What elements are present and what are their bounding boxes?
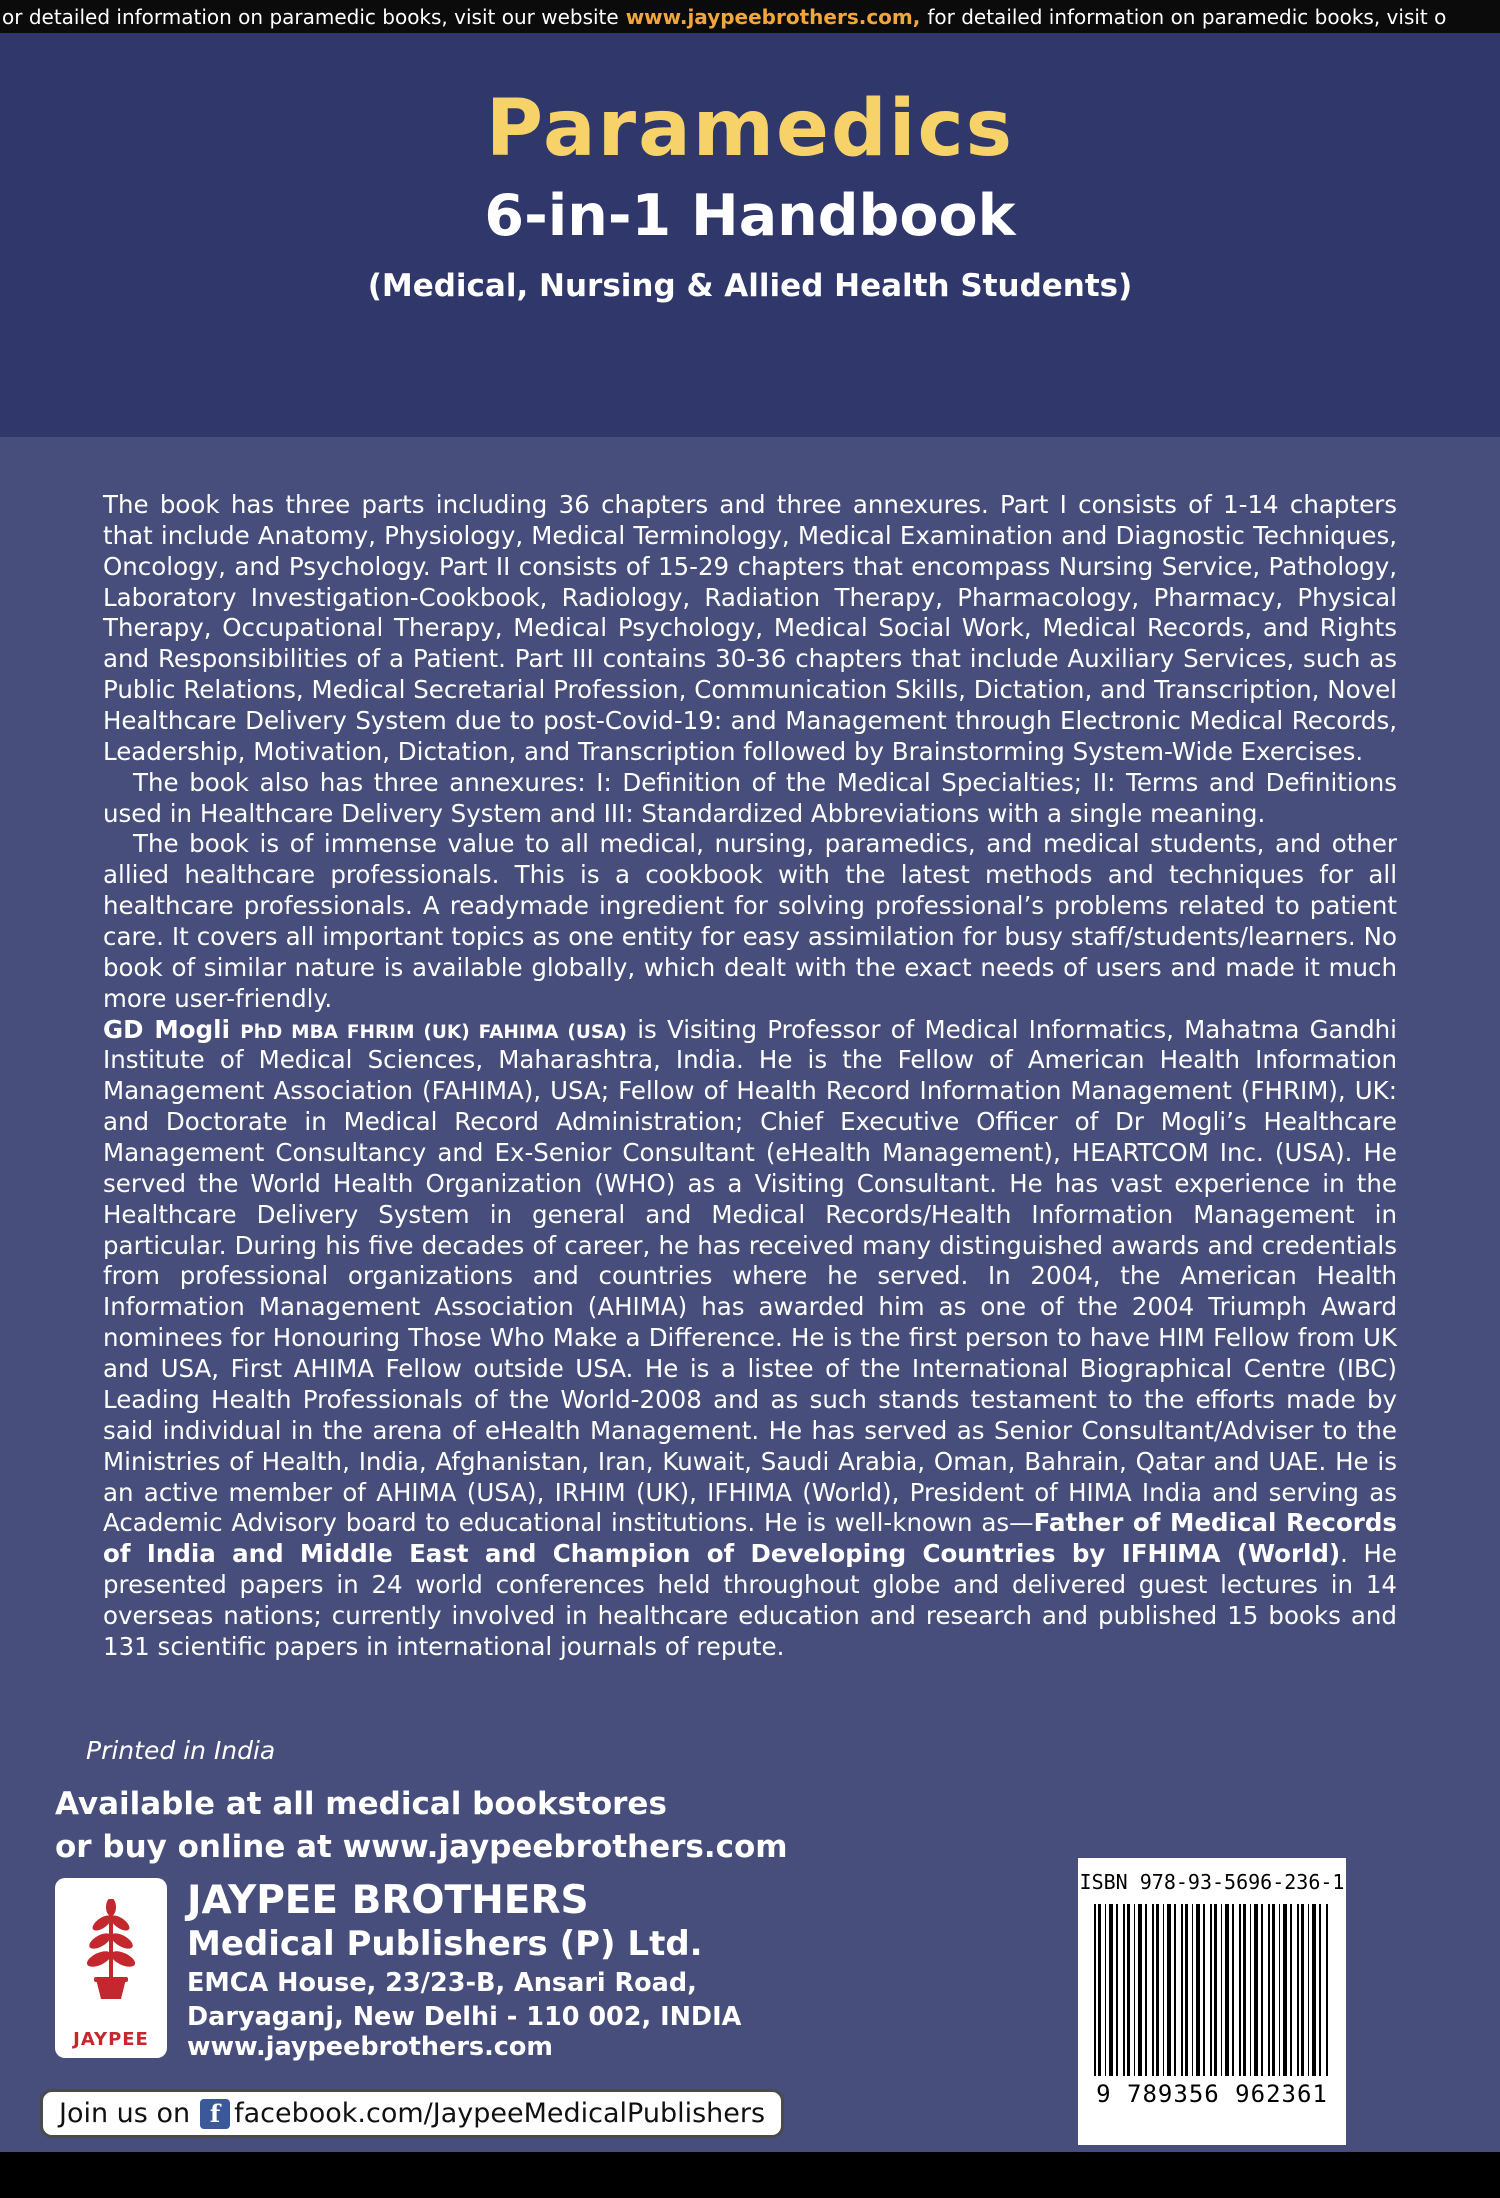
facebook-icon: f [200,2099,230,2129]
availability-line-1: Available at all medical bookstores [55,1786,667,1822]
top-banner-text-prefix: or detailed information on paramedic books, visit our website [2,4,619,29]
publisher-website: www.jaypeebrothers.com [187,2032,553,2063]
author-bio-bold: Father of Medical Records of India and Middle East and Champion of Developing Countries by IFHIMA (World) [103,1508,1397,1569]
top-banner-text-suffix: for detailed information on paramedic books, visit o [927,4,1447,29]
bottom-black-bar [0,2152,1500,2198]
facebook-banner [40,2089,784,2138]
publisher-block [55,1878,741,2062]
availability-note [55,1783,788,1869]
author-bio-text-1: is Visiting Professor of Medical Informatics, Mahatma Gandhi Institute of Medical Sciences, Maharashtra, India. He is the Fellow of American Health Information Management Association (FAHIMA), USA; Fellow of Health Record Information Management (FHRIM), UK: and Doctorate in Medical Record Administration; Chief Executive Officer of Dr Mogli’s Healthcare Management Consultancy and Ex-Senior Consultant (eHealth Management), HEARTCOM Inc. (USA). He served the World Health Organization (WHO) as a Visiting Consultant. He has vast experience in the Healthcare Delivery System in general and Medical Records/Health Information Management in particular. During his five decades of career, he has received many distinguished awards and credentials from professional organizations and countries where he served. In 2004, the American Health Information Management Association (AHIMA) has awarded him as one of the 2004 Triumph Award nominees for Honouring Those Who Make a Difference. He is the first person to have HIM Fellow from UK and USA, First AHIMA Fellow outside USA. He is a listee of the International Biographical Centre (IBC) Leading Health Professionals of the World-2008 and as such stands testament to the efforts made by said individual in the arena of eHealth Management. He has served as Senior Consultant/Adviser to the Ministries of Health, India, Afghanistan, Iran, Kuwait, Saudi Arabia, Oman, Bahrain, Qatar and UAE. He is an active member of AHIMA (USA), IRHIM (UK), IFHIMA (World), President of HIMA India and serving as Academic Advisory board to educational institutions. He is well-known as— [103,1014,1397,1538]
isbn-barcode-box [1078,1858,1346,2145]
facebook-banner-prefix: Join us on [59,2098,191,2129]
publisher-subname: Medical Publishers (P) Ltd. [187,1924,703,1965]
description-paragraph-1: The book has three parts including 36 chapters and three annexures. Part I consists of 1-14 chapters that include Anatomy, Physiology, Medical Terminology, Medical Examination and Diagnostic Techniques, Oncology, and Psychology. Part II consists of 15-29 chapters that encompass Nursing Service, Pathology, Laboratory Investigation-Cookbook, Radiology, Radiation Therapy, Pharmacology, Pharmacy, Physical Therapy, Occupational Therapy, Medical Psychology, Medical Social Work, Medical Records, and Rights and Responsibilities of a Patient. Part III contains 30-36 chapters that include Auxiliary Services, such as Public Relations, Medical Secretarial Profession, Communication Skills, Dictation, and Transcription, Novel Healthcare Delivery System due to post-Covid-19: and Management through Electronic Medical Records, Leadership, Motivation, Dictation, and Transcription followed by Brainstorming System-Wide Exercises. [103,490,1397,766]
back-cover-copy [0,437,1500,1663]
author-bio [103,1015,1397,1663]
publisher-text [187,1878,741,2062]
publisher-address-2: Daryaganj, New Delhi - 110 002, INDIA [187,2002,742,2033]
jaypee-plant-icon [82,1878,140,2029]
publisher-address-1: EMCA House, 23/23-B, Ansari Road, [187,1968,697,1999]
author-name: GD Mogli [103,1014,230,1044]
availability-line-2: or buy online at www.jaypeebrothers.com [55,1828,788,1865]
barcode-bars [1094,1904,1330,2076]
author-bio-text-2: . He presented papers in 24 world conferences held throughout globe and delivered guest lectures in 14 overseas nations; currently involved in healthcare education and research and published 15 books and 131 scientific papers in international journals of repute. [103,1539,1398,1661]
jaypee-logo [55,1878,167,2058]
description-paragraph-3: The book is of immense value to all medical, nursing, paramedics, and medical students, and other allied healthcare professionals. This is a cookbook with the latest methods and techniques for all healthcare professionals. A readymade ingredient for solving professional’s problems related to patient care. It covers all important topics as one entity for easy assimilation for busy staff/students/learners. No book of similar nature is available globally, which dealt with the exact needs of users and made it much more user-friendly. [103,829,1397,1013]
facebook-handle: facebook.com/JaypeeMedicalPublishers [234,2098,766,2129]
isbn-label: ISBN 978-93-5696-236-1 [1079,1870,1345,1894]
publisher-name: JAYPEE BROTHERS [187,1878,589,1923]
book-title: Paramedics [485,84,1015,174]
author-credentials: PhD MBA FHRIM (UK) FAHIMA (USA) [240,1021,627,1043]
book-tagline: (Medical, Nursing & Allied Health Students) [367,268,1133,304]
jaypee-logo-word: JAYPEE [73,2029,149,2050]
title-header [0,33,1500,437]
barcode-digits: 9 789356 962361 [1096,2080,1328,2108]
book-subtitle: 6-in-1 Handbook [484,183,1016,249]
top-banner-website-link: www.jaypeebrothers.com, [625,4,921,29]
printed-in-india-note: Printed in India [86,1736,276,1765]
top-banner [0,0,1500,33]
description-paragraph-2: The book also has three annexures: I: Definition of the Medical Specialties; II: Terms and Definitions used in Healthcare Delivery System and III: Standardized Abbreviations with a single meaning. [103,767,1397,828]
